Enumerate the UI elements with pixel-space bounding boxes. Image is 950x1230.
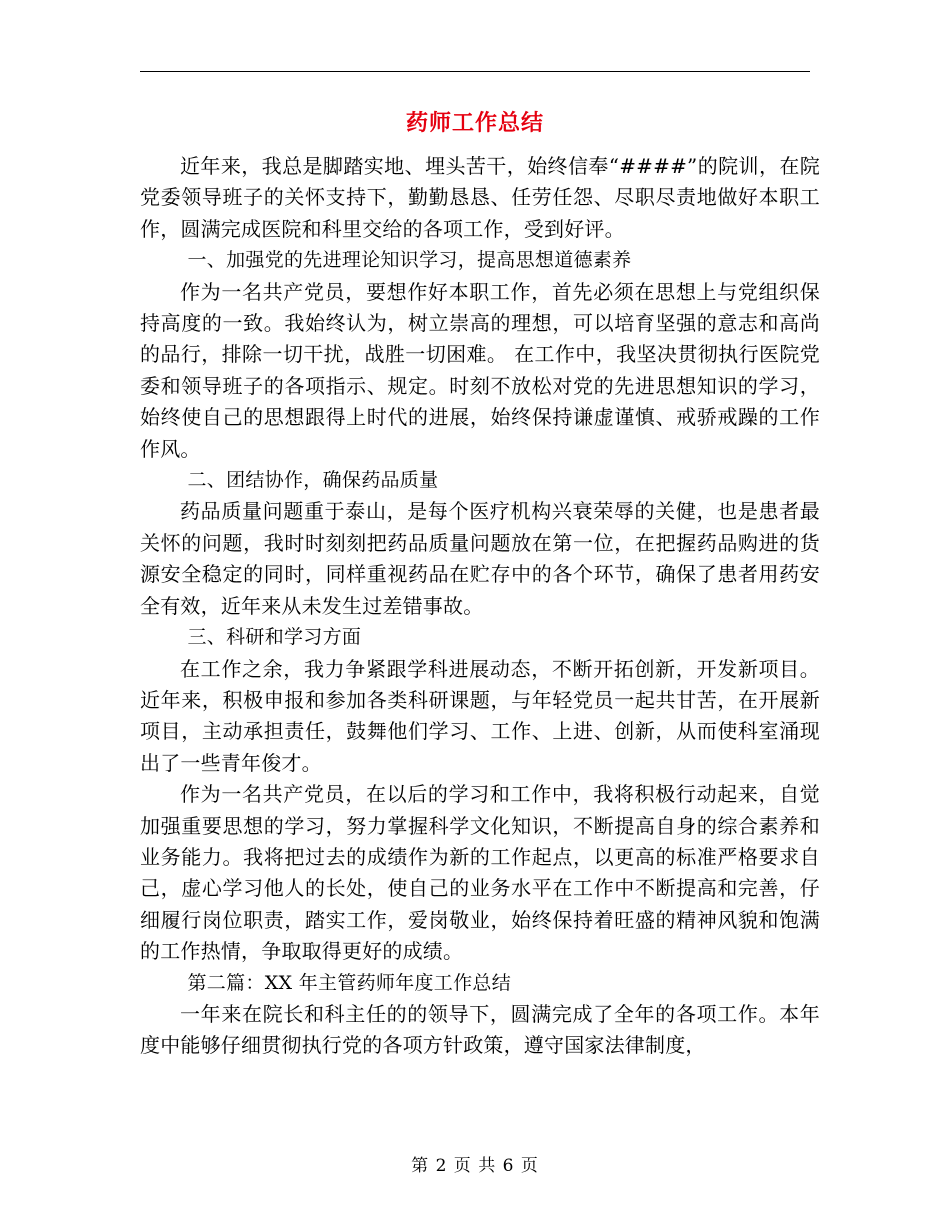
- paragraph-research: 在工作之余，我力争紧跟学科进展动态，不断开拓创新，开发新项目。近年来，积极申报和参加各类科研课题，与年轻党员一起共甘苦，在开展新项目，主动承担责任，鼓舞他们学习、工作、上进、创新，从而使科室涌现出了一些青年俊才。: [140, 656, 820, 775]
- section-heading-3: 三、科研和学习方面: [187, 626, 362, 649]
- document-title: 药师工作总结: [405, 111, 544, 136]
- paragraph-party-study: 作为一名共产党员，要想作好本职工作，首先必须在思想上与党组织保持高度的一致。我始终认为，树立崇高的理想，可以培育坚强的意志和高尚的品行，排除一切干扰，战胜一切困难。 在工作中，我坚决贯彻执行医院党委和领导班子的各项指示、规定。时刻不放松对党的先进思想知识的学习，始终使自己的思想跟得上时代的进展，始终保持谦虚谨慎、戒骄戒躁的工作作风。: [140, 279, 820, 461]
- section-heading-1: 一、加强党的先进理论知识学习，提高思想道德素养: [187, 249, 632, 272]
- document-body: [140, 151, 820, 1062]
- paragraph-drug-quality: 药品质量问题重于泰山，是每个医疗机构兴衰荣辱的关健，也是患者最关怀的问题，我时时刻刻把药品质量问题放在第一位，在把握药品购进的货源安全稳定的同时，同样重视药品在贮存中的各个环节，确保了患者用药安全有效，近年来从未发生过差错事故。: [140, 499, 820, 618]
- paragraph-intro: 近年来，我总是脚踏实地、埋头苦干，始终信奉“####”的院训，在院党委领导班子的关怀支持下，勤勤恳恳、任劳任怨、尽职尽责地做好本职工作，圆满完成医院和科里交给的各项工作，受到好评。: [140, 154, 820, 241]
- paragraph-future: 作为一名共产党员，在以后的学习和工作中，我将积极行动起来，自觉加强重要思想的学习，努力掌握科学文化知识，不断提高自身的综合素养和业务能力。我将把过去的成绩作为新的工作起点，以更高的标准严格要求自己，虚心学习他人的长处，使自己的业务水平在工作中不断提高和完善，仔细履行岗位职责，踏实工作，爱岗敬业，始终保持着旺盛的精神风貌和饱满的工作热情，争取取得更好的成绩。: [140, 782, 820, 964]
- section-heading-part2: 第二篇：XX 年主管药师年度工作总结: [187, 971, 511, 994]
- page-number: 第 2 页 共 6 页: [411, 1156, 539, 1176]
- section-heading-2: 二、团结协作，确保药品质量: [187, 469, 439, 492]
- paragraph-part2-intro: 一年来在院长和科主任的的领导下，圆满完成了全年的各项工作。本年度中能够仔细贯彻执行党的各项方针政策，遵守国家法律制度，: [140, 1001, 820, 1058]
- header-rule: [140, 71, 810, 72]
